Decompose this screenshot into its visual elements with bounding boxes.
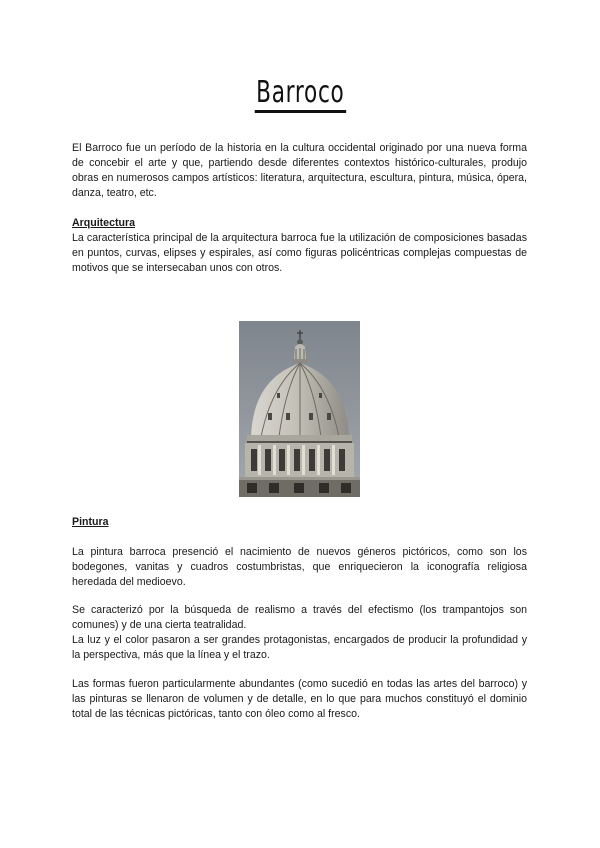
pintura-paragraph-1: La pintura barroca presenció el nacimiento de nuevos géneros pictóricos, como son los bodegones, vanitas y cuadros costumbristas, que enriquecieron la iconografía religiosa heredada del medioevo.	[72, 546, 527, 588]
arquitectura-paragraph: La característica principal de la arquitectura barroca fue la utilización de composiciones basadas en puntos, curvas, elipses y espirales, así como figuras policéntricas complejas compuestas de motivos que se intersecaban unos con otros.	[72, 232, 527, 274]
pintura-paragraph-2: Se caracterizó por la búsqueda de realismo a través del efectismo (los trampantojos son comunes) y de una cierta teatralidad.	[72, 604, 527, 631]
pintura-paragraph-3: La luz y el color pasaron a ser grandes protagonistas, encargados de producir la profundidad y la perspectiva, más que la línea y el trazo.	[72, 634, 527, 661]
title-wrapper	[0, 76, 600, 113]
page-title: Barroco	[254, 76, 345, 113]
heading-pintura: Pintura	[72, 516, 109, 528]
dome-photo	[239, 321, 360, 497]
heading-arquitectura: Arquitectura	[72, 217, 135, 229]
pintura-paragraph-4: Las formas fueron particularmente abundantes (como sucedió en todas las artes del barroco) y las pinturas se llenaron de volumen y de detalle, en lo que para muchos constituyó el dominio total de las técnicas pictóricas, tanto con óleo como al fresco.	[72, 678, 527, 720]
intro-paragraph: El Barroco fue un período de la historia en la cultura occidental originado por una nueva forma de concebir el arte y que, partiendo desde diferentes contextos histórico-culturales, produjo obras en numerosos campos artísticos: literatura, arquitectura, escultura, pintura, música, ópera, danza, teatro, etc.	[72, 142, 527, 199]
